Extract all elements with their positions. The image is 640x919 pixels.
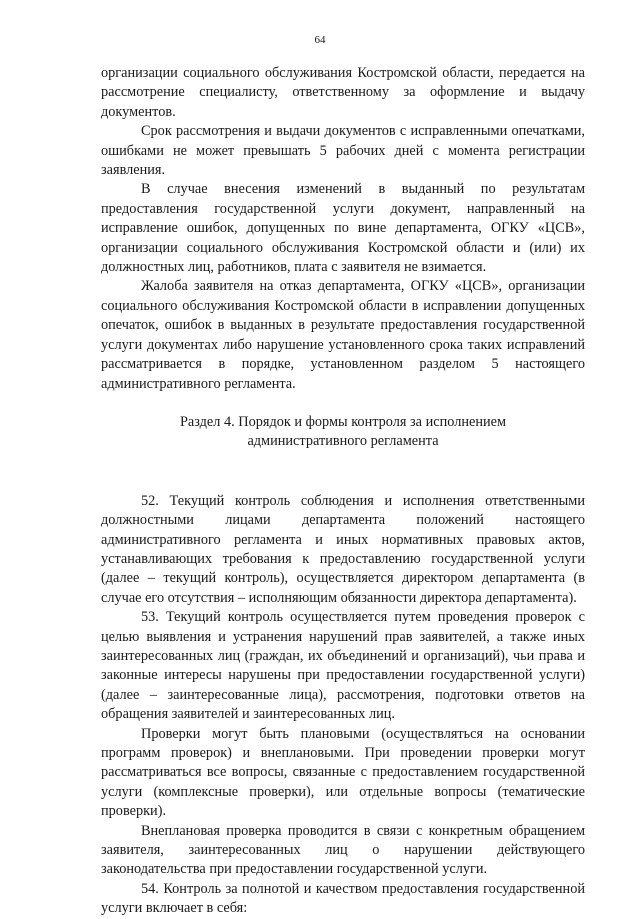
paragraph-complaint: Жалоба заявителя на отказ департамента, ОГКУ «ЦСВ», организации социального обслуживания Костромской области в исправлении допущенных опечаток, ошибок в выданных в результате предоставления государственной услуги документах либо нарушение установленного срока таких исправлений рассматривается в порядке, установленном разделом 5 настоящего административного регламента. (101, 278, 585, 392)
paragraph-item-53: 53. Текущий контроль осуществляется путем проведения проверок с целью выявления и устранения нарушений прав заявителей, а также иных заинтересованных лиц (граждан, их объединений и организаций), чьи права и законные интересы нарушены при предоставлении государственной услуги) (далее – заинтересованные лица), рассмотрения, подготовки ответов на обращения заявителей и заинтересованных лиц. (101, 609, 585, 723)
section-heading (101, 413, 585, 452)
page-number: 64 (314, 34, 326, 46)
paragraph-no-fee: В случае внесения изменений в выданный по результатам предоставления государственной услуги документ, направленный на исправление ошибок, допущенных по вине департамента, ОГКУ «ЦСВ», организации социального обслуживания Костромской области и (или) их должностных лиц, работников, плата с заявителя не взимается. (101, 181, 585, 276)
section-heading-line-2: административного регламента (247, 433, 439, 450)
paragraph-continuation: организации социального обслуживания Костромской области, передается на рассмотрение специалисту, ответственному за оформление и выдачу документов. (101, 65, 585, 120)
paragraph-inspections-types: Проверки могут быть плановыми (осуществляться на основании программ проверок) и внеплановыми. При проведении проверки могут рассматриваться все вопросы, связанные с предоставлением государственной услуги (комплексные проверки), или отдельные вопросы (тематические проверки). (101, 725, 585, 820)
section-heading-line-1: Раздел 4. Порядок и формы контроля за исполнением (179, 413, 507, 430)
paragraph-correction-term: Срок рассмотрения и выдачи документов с исправленными опечатками, ошибками не может превышать 5 рабочих дней с момента регистрации заявления. (101, 123, 585, 179)
paragraph-unscheduled-inspection: Внеплановая проверка проводится в связи с конкретным обращением заявителя, заинтересованных лиц о нарушении действующего законодательства при предоставлении государственной услуги. (101, 822, 585, 878)
page-body (101, 64, 585, 919)
paragraph-item-54: 54. Контроль за полнотой и качеством предоставления государственной услуги включает в себя: (101, 880, 585, 917)
paragraph-item-52: 52. Текущий контроль соблюдения и исполнения ответственными должностными лицами департамента положений настоящего административного регламента и иных нормативных правовых актов, устанавливающих требования к предоставлению государственной услуги (далее – текущий контроль), осуществляется директором департамента (в случае его отсутствия – исполняющим обязанности директора департамента). (101, 492, 585, 606)
